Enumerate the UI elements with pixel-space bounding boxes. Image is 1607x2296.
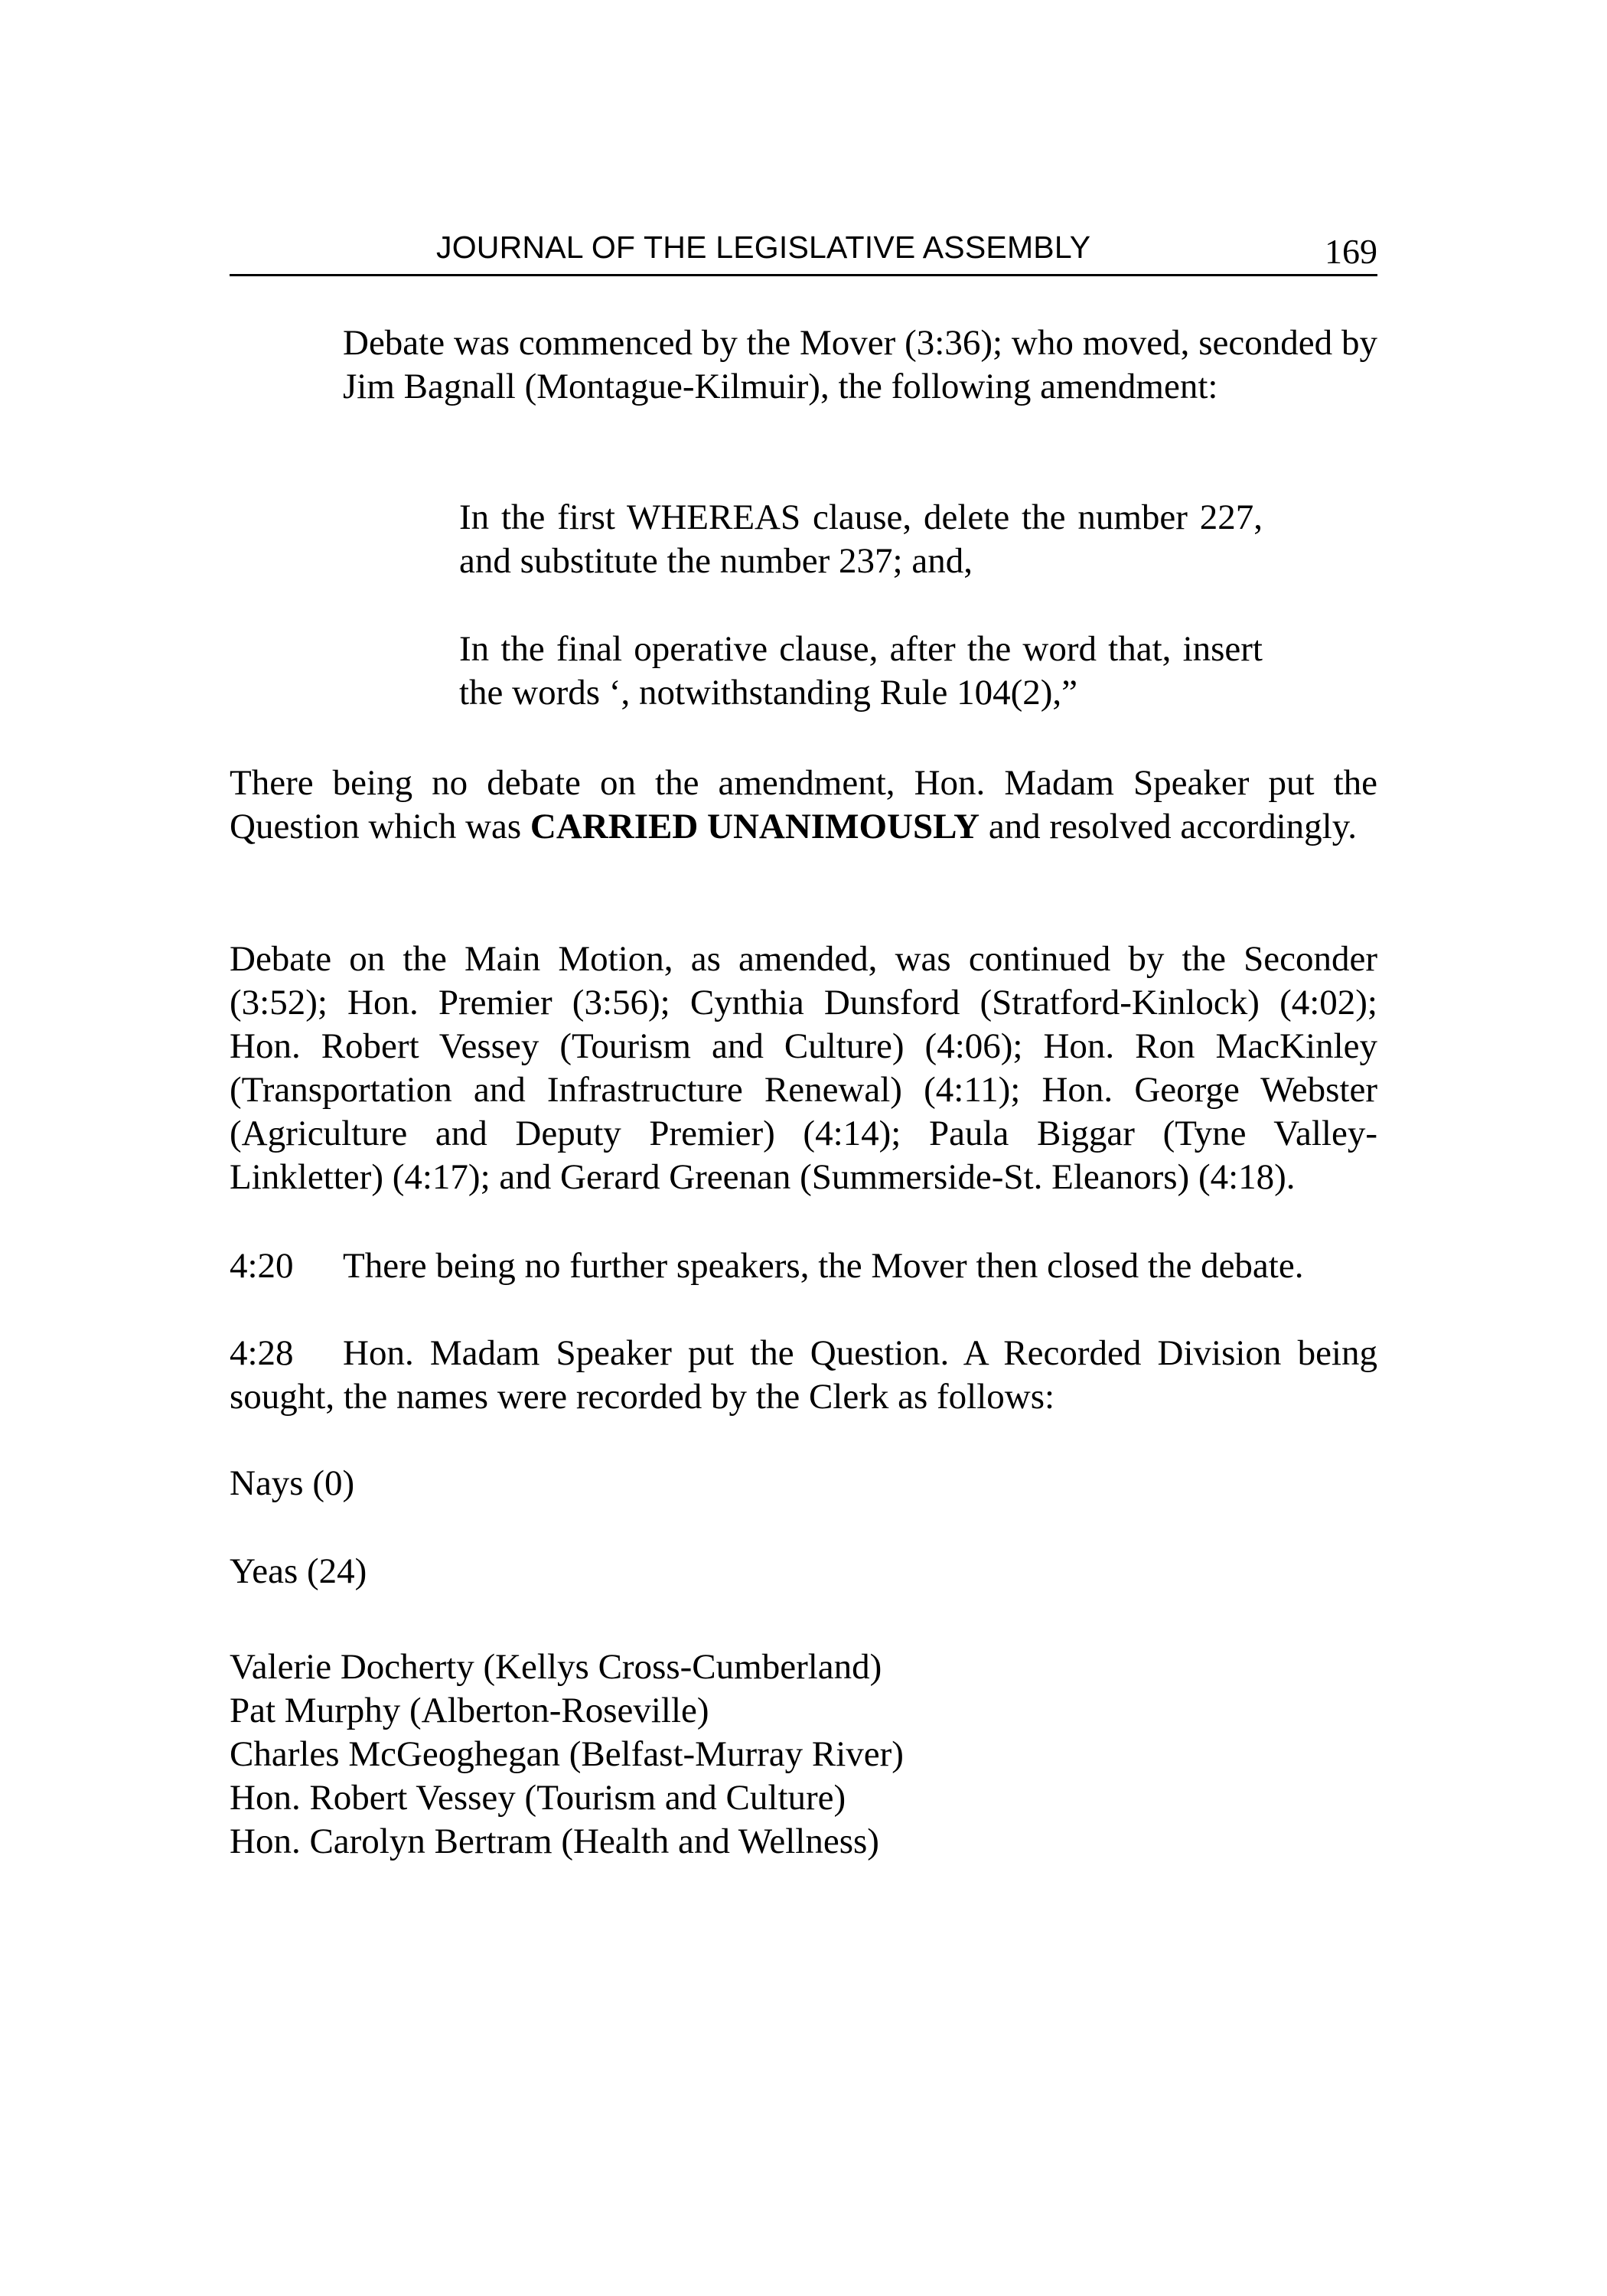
amendment-clause-2	[459, 628, 1263, 715]
yeas-member-list	[230, 1645, 1377, 1864]
debate-commenced-paragraph	[343, 321, 1377, 409]
amendment-result-lead: There being no debate on the amendment, Hon. Madam Speaker put the Question which was	[230, 763, 1377, 846]
amendment-clause-1	[459, 496, 1263, 583]
nays-heading	[230, 1462, 1377, 1505]
yeas-heading	[230, 1550, 1377, 1593]
list-item: Valerie Docherty (Kellys Cross-Cumberland)	[230, 1647, 882, 1687]
list-item: Charles McGeoghegan (Belfast-Murray River)	[230, 1734, 904, 1774]
amendment-result-tail: and resolved accordingly.	[980, 807, 1357, 846]
journal-title: JOURNAL OF THE LEGISLATIVE ASSEMBLY	[436, 230, 1091, 265]
question-paragraph	[230, 1332, 1377, 1419]
closing-debate-paragraph	[230, 1244, 1377, 1288]
amendment-result-paragraph	[230, 762, 1377, 849]
page-number: 169	[1325, 232, 1377, 271]
carried-unanimously-label: CARRIED UNANIMOUSLY	[530, 807, 980, 846]
main-motion-paragraph	[230, 938, 1377, 1199]
closing-text: There being no further speakers, the Mover then closed the debate.	[343, 1246, 1304, 1286]
yeas-count: Yeas (24)	[230, 1551, 367, 1591]
question-text: Hon. Madam Speaker put the Question. A Recorded Division being sought, the names were recorded by the Clerk as follows:	[230, 1333, 1377, 1417]
closing-time: 4:20	[230, 1246, 294, 1286]
amendment-clause-1-text: In the first WHEREAS clause, delete the number 227, and substitute the number 237; and,	[459, 497, 1263, 581]
amendment-result-text	[230, 762, 1377, 849]
debate-commenced-text: Debate was commenced by the Mover (3:36); who moved, seconded by Jim Bagnall (Montague-Kilmuir), the following amendment:	[343, 323, 1377, 406]
nays-count: Nays (0)	[230, 1463, 355, 1503]
main-motion-text: Debate on the Main Motion, as amended, was continued by the Seconder (3:52); Hon. Premier (3:56); Cynthia Dunsford (Stratford-Kinlock) (4:02); Hon. Robert Vessey (Tourism and Culture) (4:06); Hon. Ron MacKinley (Transportation and Infrastructure Renewal) (4:11); Hon. George Webster (Agriculture and Deputy Premier) (4:14); Paula Biggar (Tyne Valley-Linkletter) (4:17); and Gerard Greenan (Summerside-St. Eleanors) (4:18).	[230, 939, 1377, 1197]
running-header	[230, 227, 1377, 276]
amendment-clause-2-text: In the final operative clause, after the word that, insert the words ‘, notwithstanding Rule 104(2),”	[459, 629, 1263, 713]
question-time: 4:28	[230, 1333, 294, 1373]
list-item: Hon. Robert Vessey (Tourism and Culture)	[230, 1778, 846, 1818]
list-item: Pat Murphy (Alberton-Roseville)	[230, 1691, 709, 1730]
list-item: Hon. Carolyn Bertram (Health and Wellness)	[230, 1821, 879, 1861]
